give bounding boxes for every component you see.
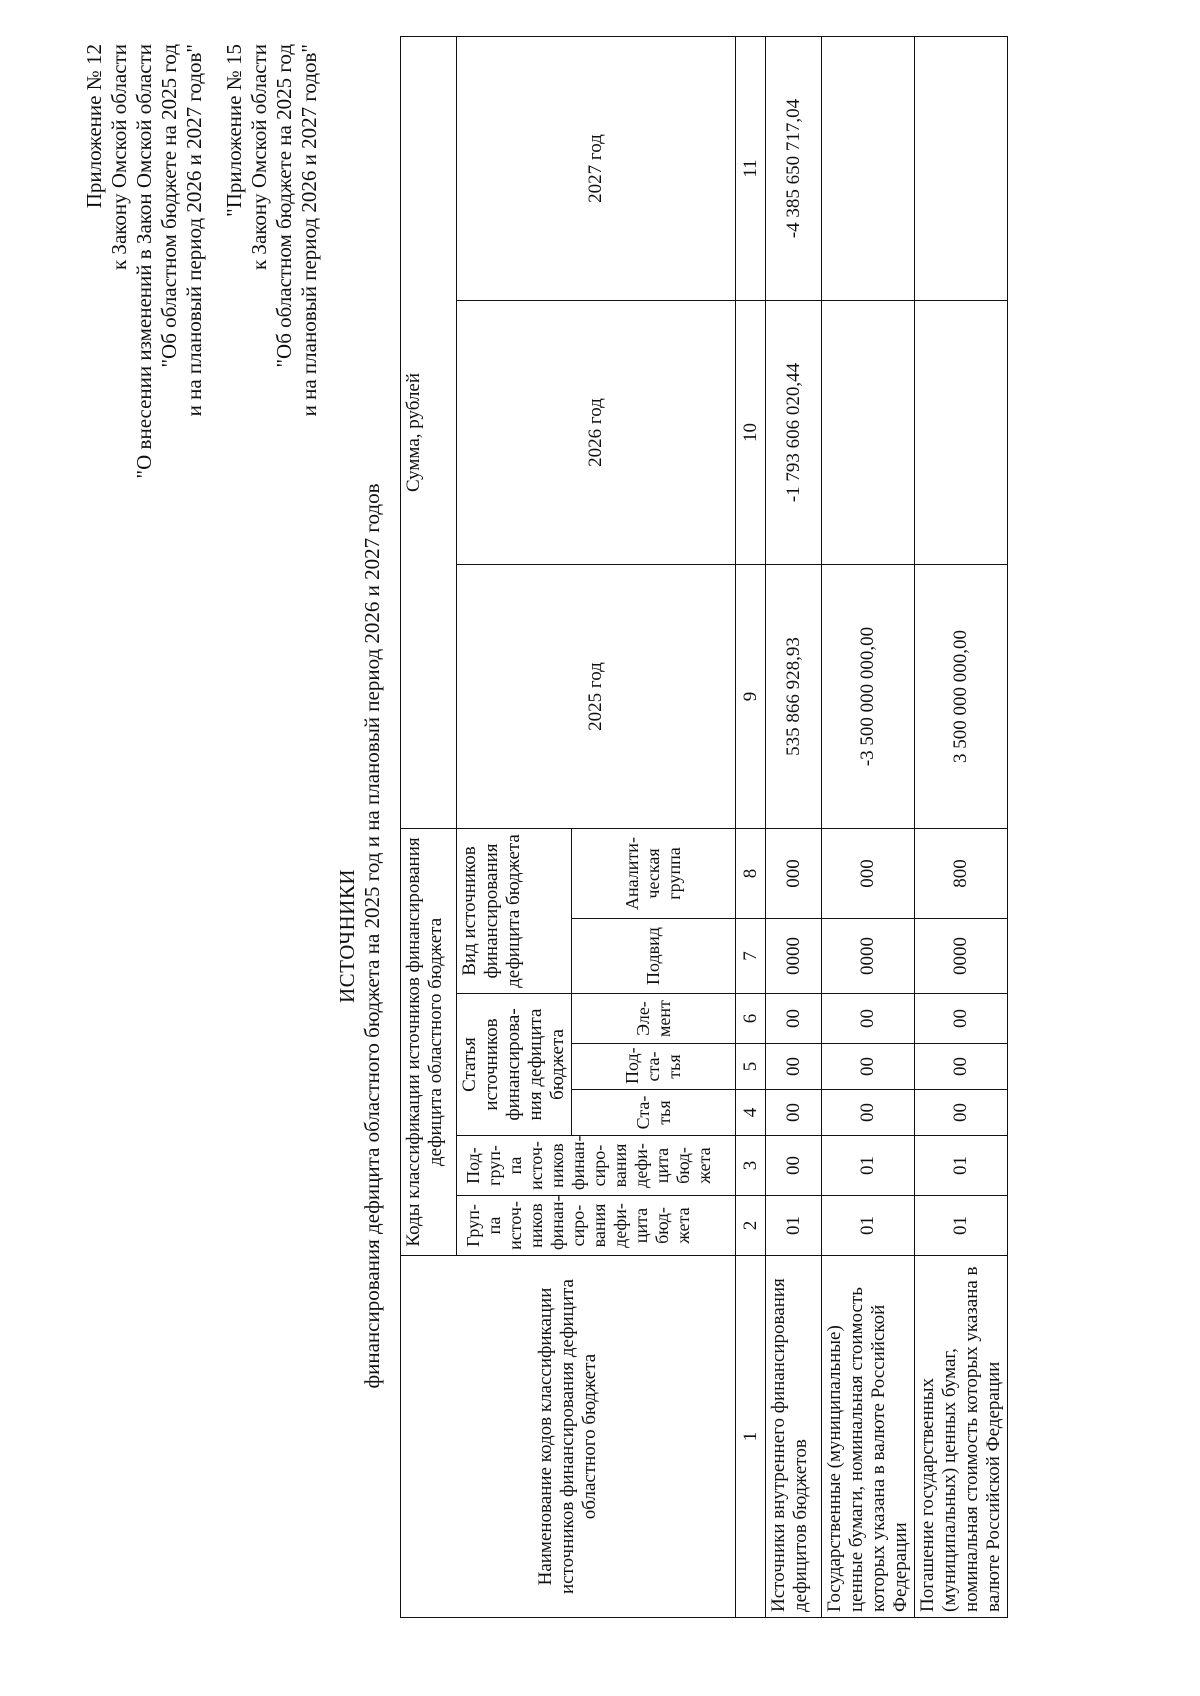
table-row bbox=[766, 37, 822, 1618]
code-subkind: 0000 bbox=[822, 919, 915, 994]
code-group: 01 bbox=[822, 1196, 915, 1256]
column-number: 6 bbox=[736, 994, 766, 1044]
code-article: 00 bbox=[915, 1090, 1008, 1136]
header-subarticle: Под-ста-тья bbox=[572, 1044, 736, 1090]
header-name-column: Наименование кодов классификации источников финансирования дефицита областного бюджета bbox=[401, 1256, 736, 1618]
code-element: 00 bbox=[822, 994, 915, 1044]
code-element: 00 bbox=[766, 994, 822, 1044]
amount-2027: -4 385 650 717,04 bbox=[766, 37, 822, 301]
amount-2025: -3 500 000 000,00 bbox=[822, 565, 915, 829]
row-name: Источники внутреннего финансирования дефицитов бюджетов bbox=[766, 1256, 822, 1618]
amount-2027 bbox=[822, 37, 915, 301]
amount-2026 bbox=[822, 301, 915, 565]
column-number: 5 bbox=[736, 1044, 766, 1090]
code-analytic: 000 bbox=[766, 829, 822, 919]
header-kind-block: Вид источников финансирования дефицита бюджета bbox=[457, 829, 572, 994]
column-number: 10 bbox=[736, 301, 766, 565]
header-line: "Об областном бюджете на 2025 год bbox=[272, 44, 296, 368]
column-number: 1 bbox=[736, 1256, 766, 1618]
header-article-block: Статья источников финансирова-ния дефицита бюджета bbox=[457, 994, 572, 1136]
title-main: ИСТОЧНИКИ bbox=[335, 868, 359, 1004]
row-name: Государственные (муниципальные) ценные бумаги, номинальная стоимость которых указана в валюте Российской Федерации bbox=[822, 1256, 915, 1618]
header-line: "Приложение № 15 bbox=[222, 44, 246, 217]
header-subgroup: Под-груп-па источ-ников финан-сиро-вания дефи-цита бюд-жета bbox=[457, 1136, 736, 1196]
column-number: 9 bbox=[736, 565, 766, 829]
header-line: и на плановый период 2026 и 2027 годов" bbox=[182, 44, 206, 417]
code-subarticle: 00 bbox=[822, 1044, 915, 1090]
header-codes: Коды классификации источников финансирования дефицита областного бюджета bbox=[401, 829, 457, 1256]
code-subkind: 0000 bbox=[766, 919, 822, 994]
appendix-header-old bbox=[222, 44, 322, 416]
column-number: 7 bbox=[736, 919, 766, 994]
code-analytic: 800 bbox=[915, 829, 1008, 919]
amount-2026 bbox=[915, 301, 1008, 565]
sources-table bbox=[400, 36, 1008, 1618]
document-title bbox=[335, 176, 385, 1696]
header-2027: 2027 год bbox=[457, 37, 736, 301]
header-sum: Сумма, рублей bbox=[401, 37, 457, 829]
code-subarticle: 00 bbox=[766, 1044, 822, 1090]
amount-2025: 3 500 000 000,00 bbox=[915, 565, 1008, 829]
header-2026: 2026 год bbox=[457, 301, 736, 565]
appendix-header-new bbox=[82, 44, 207, 478]
column-number: 2 bbox=[736, 1196, 766, 1256]
amount-2026: -1 793 606 020,44 bbox=[766, 301, 822, 565]
header-line: к Закону Омской области bbox=[247, 44, 271, 271]
code-subkind: 0000 bbox=[915, 919, 1008, 994]
table-row bbox=[915, 37, 1008, 1618]
header-line: к Закону Омской области bbox=[107, 44, 131, 271]
header-element: Эле-мент bbox=[572, 994, 736, 1044]
code-element: 00 bbox=[915, 994, 1008, 1044]
column-number: 3 bbox=[736, 1136, 766, 1196]
column-number: 8 bbox=[736, 829, 766, 919]
code-group: 01 bbox=[766, 1196, 822, 1256]
amount-2025: 535 866 928,93 bbox=[766, 565, 822, 829]
code-subgroup: 01 bbox=[915, 1136, 1008, 1196]
header-subkind: Подвид bbox=[572, 919, 736, 994]
code-subgroup: 01 bbox=[822, 1136, 915, 1196]
row-name: Погашение государственных (муниципальных) ценных бумаг, номинальная стоимость которых указана в валюте Российской Федерации bbox=[915, 1256, 1008, 1618]
table-row bbox=[822, 37, 915, 1618]
header-2025: 2025 год bbox=[457, 565, 736, 829]
header-analytic-group: Аналити-ческая группа bbox=[572, 829, 736, 919]
column-number: 11 bbox=[736, 37, 766, 301]
code-group: 01 bbox=[915, 1196, 1008, 1256]
header-line: и на плановый период 2026 и 2027 годов" bbox=[297, 44, 321, 417]
code-article: 00 bbox=[766, 1090, 822, 1136]
header-group: Груп-па источ-ников финан-сиро-вания дефи-цита бюд-жета bbox=[457, 1196, 736, 1256]
header-line: "О внесении изменений в Закон Омской области bbox=[132, 44, 156, 479]
code-analytic: 000 bbox=[822, 829, 915, 919]
code-article: 00 bbox=[822, 1090, 915, 1136]
code-subarticle: 00 bbox=[915, 1044, 1008, 1090]
header-line: Приложение № 12 bbox=[82, 44, 106, 209]
column-number: 4 bbox=[736, 1090, 766, 1136]
code-subgroup: 00 bbox=[766, 1136, 822, 1196]
amount-2027 bbox=[915, 37, 1008, 301]
header-line: "Об областном бюджете на 2025 год bbox=[157, 44, 181, 368]
column-number-row bbox=[736, 37, 766, 1618]
title-subtitle: финансирования дефицита областного бюджета на 2025 год и на плановый период 2026 и 2027 годов bbox=[360, 483, 384, 1389]
header-article: Ста-тья bbox=[572, 1090, 736, 1136]
